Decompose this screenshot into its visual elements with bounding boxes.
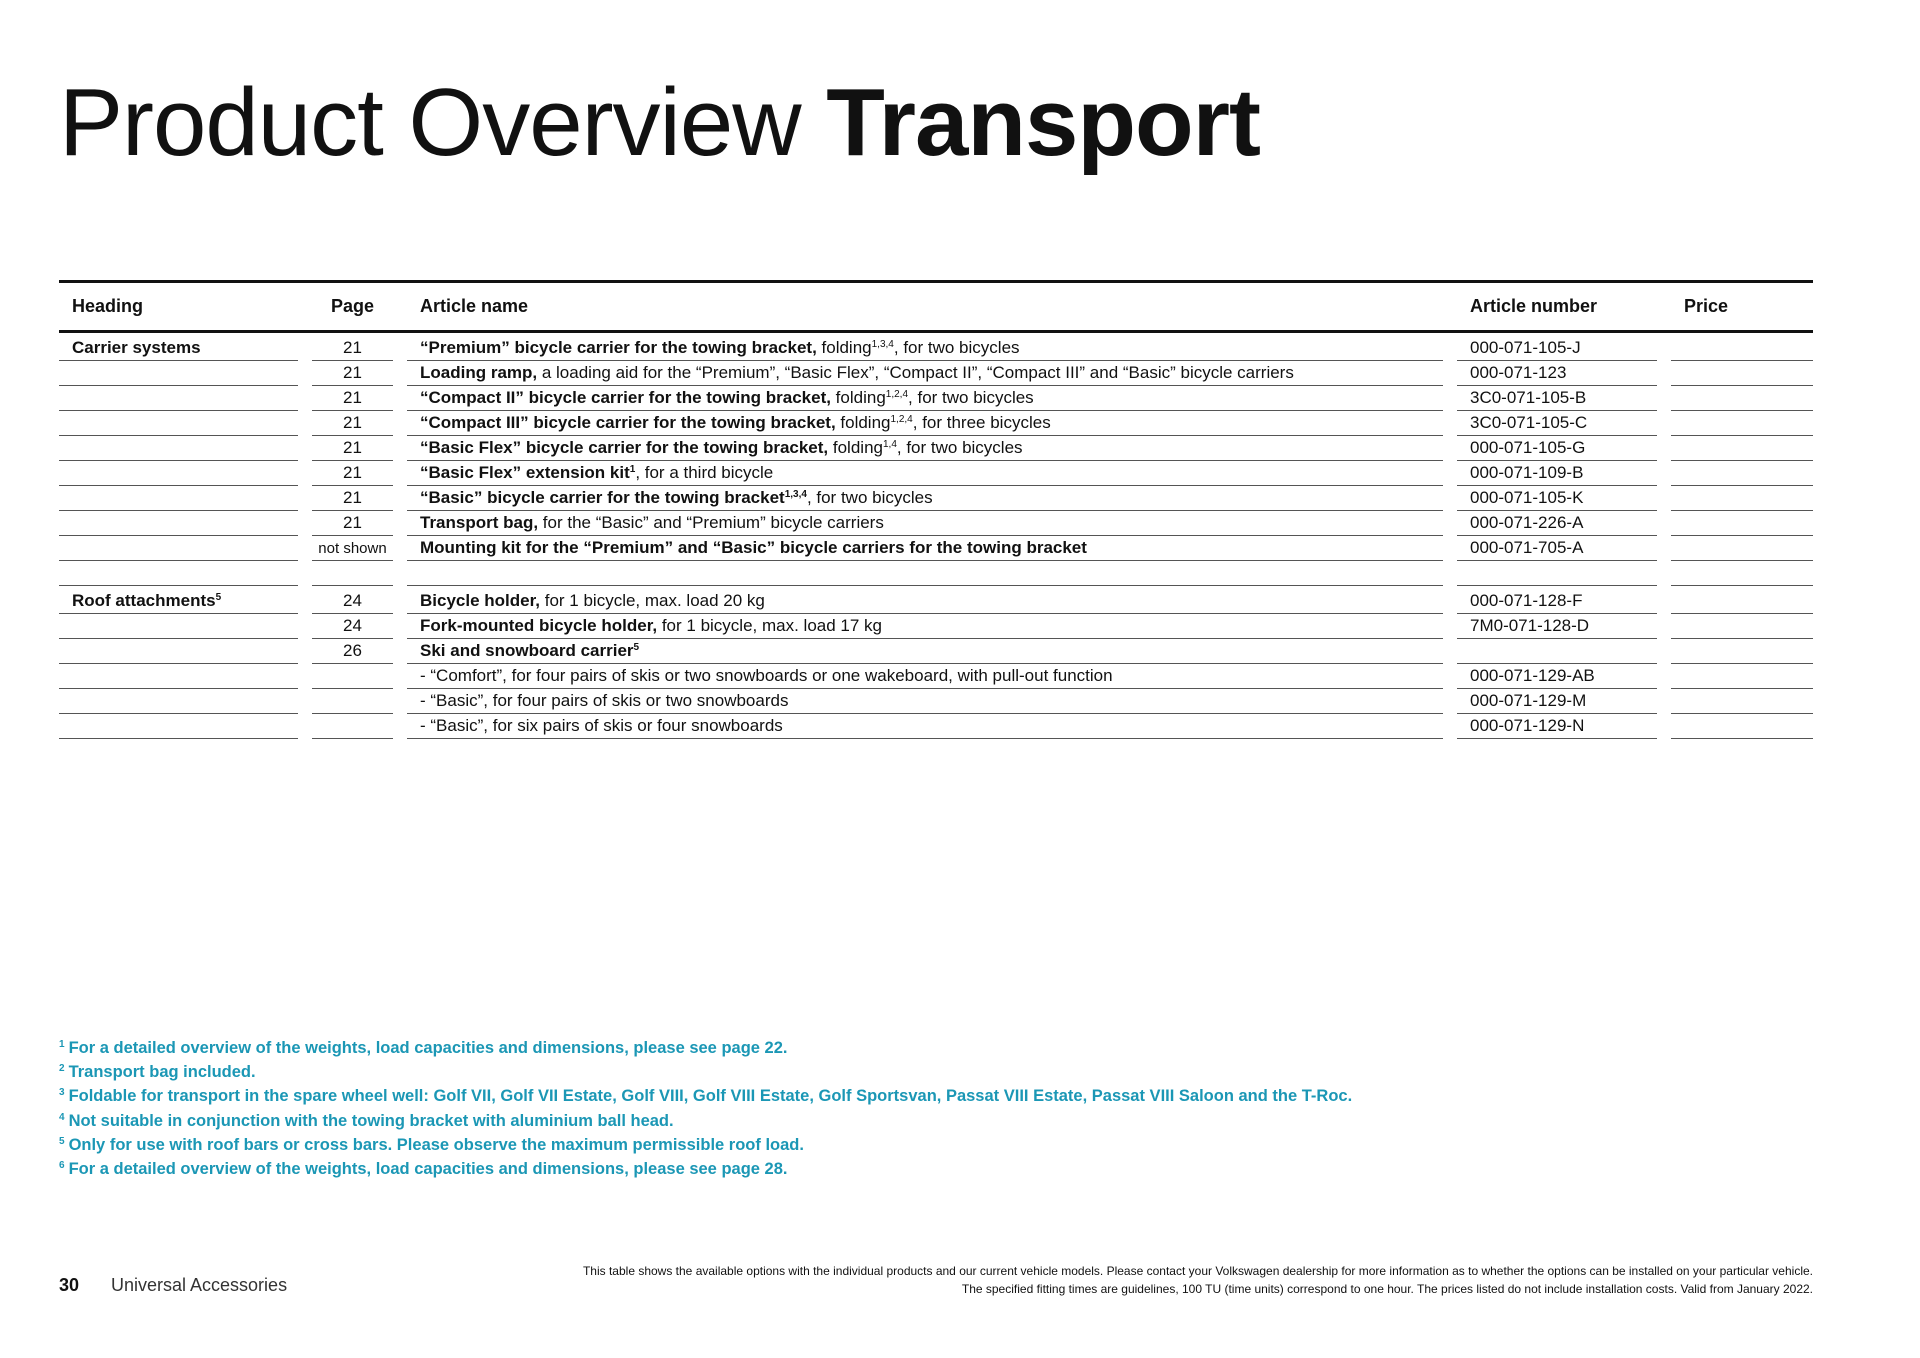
cell-gap (1443, 511, 1457, 536)
cell-heading (59, 536, 298, 561)
cell-gap (1657, 386, 1671, 411)
cell-page: 21 (312, 436, 393, 461)
table-row (59, 586, 1813, 614)
product-table (59, 283, 1813, 739)
col-header-article-number: Article number (1457, 283, 1657, 333)
table-row (59, 436, 1813, 461)
cell-gap (1443, 436, 1457, 461)
header-gap (1657, 283, 1671, 333)
footnote-text: Not suitable in conjunction with the towing bracket with aluminium ball head. (68, 1111, 674, 1130)
cell-price (1671, 461, 1813, 486)
footnote-item (59, 1060, 1352, 1084)
article-name-text: a loading aid for the “Premium”, “Basic Flex”, “Compact II”, “Compact III” and “Basic” bicycle carriers (537, 363, 1294, 382)
article-footnote-ref: 1 (629, 464, 636, 475)
cell-heading (59, 386, 298, 411)
cell-article-name (407, 714, 1443, 739)
footnote-number: 5 (59, 1135, 65, 1147)
cell-price (1671, 689, 1813, 714)
cell-gap (298, 614, 312, 639)
cell-heading (59, 586, 298, 614)
cell-gap (393, 411, 407, 436)
cell-gap (1657, 511, 1671, 536)
cell-gap (298, 714, 312, 739)
article-name-bold: “Basic Flex” bicycle carrier for the towing bracket, (420, 438, 829, 457)
cell-article-number: 000-071-123 (1457, 361, 1657, 386)
cell-price (1671, 536, 1813, 561)
cell-gap (393, 461, 407, 486)
table-row (59, 714, 1813, 739)
cell-heading (59, 333, 298, 361)
cell-gap (298, 461, 312, 486)
cell-article-name (407, 386, 1443, 411)
cell-page: 21 (312, 333, 393, 361)
cell-gap (1443, 386, 1457, 411)
spacer-cell (312, 561, 393, 586)
cell-article-name (407, 511, 1443, 536)
table-row (59, 411, 1813, 436)
cell-gap (298, 386, 312, 411)
spacer-cell (407, 561, 1443, 586)
table-row (59, 461, 1813, 486)
article-name-tail: , for three bicycles (912, 413, 1051, 432)
cell-gap (1657, 664, 1671, 689)
footnotes-list (59, 1036, 1352, 1181)
footnote-item (59, 1109, 1352, 1133)
article-name-text: folding (830, 388, 886, 407)
cell-article-name (407, 486, 1443, 511)
article-footnote-ref: 1,3,4 (871, 339, 894, 350)
cell-gap (393, 639, 407, 664)
cell-article-number: 3C0-071-105-C (1457, 411, 1657, 436)
footnote-text: For a detailed overview of the weights, load capacities and dimensions, please see page 28. (68, 1159, 788, 1178)
cell-price (1671, 411, 1813, 436)
table-row (59, 486, 1813, 511)
cell-gap (1443, 536, 1457, 561)
cell-heading (59, 461, 298, 486)
cell-page: 21 (312, 411, 393, 436)
cell-gap (298, 511, 312, 536)
cell-gap (1657, 436, 1671, 461)
title-light: Product Overview (59, 69, 801, 176)
footnote-number: 4 (59, 1111, 65, 1123)
table-row (59, 664, 1813, 689)
cell-heading (59, 486, 298, 511)
page-number: 30 (59, 1275, 80, 1295)
cell-gap (1657, 614, 1671, 639)
cell-article-name (407, 461, 1443, 486)
cell-gap (393, 614, 407, 639)
footnote-number: 3 (59, 1087, 65, 1099)
cell-article-name (407, 333, 1443, 361)
heading-text: Carrier systems (72, 338, 201, 357)
cell-gap (298, 411, 312, 436)
cell-page: 21 (312, 511, 393, 536)
cell-article-number: 000-071-226-A (1457, 511, 1657, 536)
cell-heading (59, 689, 298, 714)
footnote-number: 2 (59, 1063, 65, 1075)
cell-gap (393, 714, 407, 739)
cell-gap (1657, 361, 1671, 386)
article-name-text: folding (835, 413, 891, 432)
cell-gap (1657, 714, 1671, 739)
article-name-bold: “Basic Flex” extension kit (420, 463, 630, 482)
cell-article-number: 7M0-071-128-D (1457, 614, 1657, 639)
article-name-tail: , for two bicycles (806, 488, 933, 507)
cell-heading (59, 614, 298, 639)
cell-article-name (407, 639, 1443, 664)
cell-price (1671, 714, 1813, 739)
article-name-text: folding (828, 438, 883, 457)
footnote-text: Only for use with roof bars or cross bars. Please observe the maximum permissible roof load. (68, 1135, 804, 1154)
article-footnote-ref: 5 (633, 642, 640, 653)
cell-gap (393, 536, 407, 561)
cell-gap (1443, 689, 1457, 714)
cell-page: 24 (312, 614, 393, 639)
cell-gap (298, 536, 312, 561)
col-header-heading: Heading (59, 283, 298, 333)
cell-page: 21 (312, 461, 393, 486)
cell-price (1671, 361, 1813, 386)
cell-page: 24 (312, 586, 393, 614)
cell-article-name (407, 664, 1443, 689)
table-row (59, 386, 1813, 411)
cell-gap (393, 511, 407, 536)
cell-gap (1657, 411, 1671, 436)
spacer-cell (59, 561, 298, 586)
footnote-item (59, 1084, 1352, 1108)
cell-article-number (1457, 639, 1657, 664)
disclaimer (583, 1262, 1813, 1298)
cell-gap (1443, 361, 1457, 386)
cell-gap (1443, 714, 1457, 739)
cell-gap (1657, 333, 1671, 361)
cell-price (1671, 486, 1813, 511)
table-header-row (59, 283, 1813, 333)
cell-gap (393, 436, 407, 461)
product-table-container (59, 280, 1813, 739)
cell-page: not shown (312, 536, 393, 561)
cell-gap (1443, 461, 1457, 486)
table-row (59, 361, 1813, 386)
cell-gap (1657, 639, 1671, 664)
header-gap (298, 283, 312, 333)
spacer-cell (1457, 561, 1657, 586)
footnote-item (59, 1036, 1352, 1060)
table-row (59, 614, 1813, 639)
cell-page: 21 (312, 486, 393, 511)
article-footnote-ref: 1,2,4 (885, 389, 909, 400)
cell-gap (1443, 486, 1457, 511)
cell-gap (393, 333, 407, 361)
table-row (59, 511, 1813, 536)
article-name-bold: Fork-mounted bicycle holder, (420, 616, 658, 635)
cell-gap (1443, 561, 1457, 586)
footnote-item (59, 1157, 1352, 1181)
cell-price (1671, 614, 1813, 639)
cell-article-name (407, 689, 1443, 714)
cell-article-name (407, 614, 1443, 639)
cell-gap (1443, 411, 1457, 436)
cell-gap (1443, 664, 1457, 689)
article-name-text: - “Basic”, for six pairs of skis or four snowboards (420, 716, 783, 735)
cell-gap (393, 561, 407, 586)
footnote-number: 1 (59, 1039, 65, 1050)
article-name-tail: , for two bicycles (908, 388, 1034, 407)
footnote-item (59, 1133, 1352, 1157)
article-name-bold: Ski and snowboard carrier (420, 641, 634, 660)
cell-heading (59, 511, 298, 536)
cell-gap (1657, 486, 1671, 511)
article-footnote-ref: 1,4 (882, 439, 897, 450)
cell-gap (1657, 461, 1671, 486)
article-name-bold: “Compact III” bicycle carrier for the towing bracket, (420, 413, 836, 432)
cell-article-number: 000-071-105-J (1457, 333, 1657, 361)
cell-heading (59, 436, 298, 461)
footnote-text: Transport bag included. (68, 1063, 256, 1082)
cell-gap (1657, 561, 1671, 586)
cell-price (1671, 664, 1813, 689)
disclaimer-line-1: This table shows the available options with the individual products and our current vehicle models. Please contact your Volkswagen dealership for more information as to whether the options can be installed on your particular vehicle. (582, 1264, 1813, 1278)
article-name-text: - “Basic”, for four pairs of skis or two snowboards (420, 691, 789, 710)
cell-gap (1443, 614, 1457, 639)
cell-page (312, 689, 393, 714)
cell-heading (59, 411, 298, 436)
cell-article-number: 000-071-705-A (1457, 536, 1657, 561)
table-row (59, 333, 1813, 361)
cell-gap (1657, 536, 1671, 561)
article-name-text: for 1 bicycle, max. load 17 kg (657, 616, 882, 635)
cell-gap (393, 486, 407, 511)
cell-article-number: 3C0-071-105-B (1457, 386, 1657, 411)
article-name-bold: Mounting kit for the “Premium” and “Basic” bicycle carriers for the towing bracket (420, 538, 1087, 557)
article-name-bold: “Compact II” bicycle carrier for the towing bracket, (420, 388, 831, 407)
cell-gap (298, 361, 312, 386)
heading-text: Roof attachments (72, 591, 216, 610)
col-header-article-name: Article name (407, 283, 1443, 333)
cell-article-name (407, 436, 1443, 461)
cell-price (1671, 511, 1813, 536)
cell-article-name (407, 361, 1443, 386)
cell-page (312, 664, 393, 689)
cell-price (1671, 333, 1813, 361)
cell-gap (298, 561, 312, 586)
cell-page: 21 (312, 386, 393, 411)
table-row (59, 536, 1813, 561)
article-name-bold: Bicycle holder, (420, 591, 540, 610)
cell-price (1671, 639, 1813, 664)
article-name-text: - “Comfort”, for four pairs of skis or two snowboards or one wakeboard, with pull-out function (420, 666, 1113, 685)
cell-gap (298, 639, 312, 664)
article-name-text: for 1 bicycle, max. load 20 kg (540, 591, 765, 610)
cell-gap (1443, 586, 1457, 614)
cell-price (1671, 436, 1813, 461)
col-header-page: Page (312, 283, 393, 333)
article-footnote-ref: 1,2,4 (890, 414, 913, 425)
cell-page (312, 714, 393, 739)
article-name-bold: Transport bag, (420, 513, 539, 532)
table-row (59, 639, 1813, 664)
cell-article-number: 000-071-129-N (1457, 714, 1657, 739)
cell-gap (298, 333, 312, 361)
cell-gap (298, 436, 312, 461)
article-name-bold: Loading ramp, (420, 363, 538, 382)
cell-price (1671, 586, 1813, 614)
article-name-bold: “Basic” bicycle carrier for the towing bracket (420, 488, 785, 507)
page-title (59, 68, 1260, 178)
header-gap (1443, 283, 1457, 333)
article-footnote-ref: 1,3,4 (784, 489, 807, 500)
section-name: Universal Accessories (111, 1275, 288, 1295)
cell-gap (393, 361, 407, 386)
cell-gap (298, 689, 312, 714)
cell-page: 21 (312, 361, 393, 386)
article-name-tail: , for a third bicycle (635, 463, 774, 482)
header-gap (393, 283, 407, 333)
footnote-text: Foldable for transport in the spare wheel well: Golf VII, Golf VII Estate, Golf VIII, Golf VIII Estate, Golf Sportsvan, Passat VIII Estate, Passat VIII Saloon and the T-Roc. (68, 1087, 1353, 1106)
cell-price (1671, 386, 1813, 411)
cell-article-number: 000-071-109-B (1457, 461, 1657, 486)
cell-article-number: 000-071-129-M (1457, 689, 1657, 714)
cell-gap (298, 664, 312, 689)
cell-heading (59, 664, 298, 689)
heading-footnote-ref: 5 (215, 592, 222, 603)
article-name-bold: “Premium” bicycle carrier for the towing bracket, (420, 338, 817, 357)
cell-heading (59, 639, 298, 664)
cell-gap (393, 664, 407, 689)
cell-heading (59, 714, 298, 739)
col-header-price: Price (1671, 283, 1813, 333)
cell-gap (1657, 586, 1671, 614)
cell-gap (393, 586, 407, 614)
cell-article-number: 000-071-129-AB (1457, 664, 1657, 689)
cell-article-number: 000-071-128-F (1457, 586, 1657, 614)
cell-article-name (407, 586, 1443, 614)
cell-gap (393, 689, 407, 714)
cell-gap (1443, 639, 1457, 664)
title-bold: Transport (826, 69, 1260, 176)
footnote-text: For a detailed overview of the weights, load capacities and dimensions, please see page 22. (68, 1039, 788, 1057)
article-name-text: for the “Basic” and “Premium” bicycle carriers (538, 513, 884, 532)
cell-gap (393, 386, 407, 411)
cell-article-name (407, 411, 1443, 436)
cell-article-number: 000-071-105-G (1457, 436, 1657, 461)
article-name-text: folding (816, 338, 872, 357)
disclaimer-line-2: The specified fitting times are guidelines, 100 TU (time units) correspond to one hour. The prices listed do not include installation costs. Valid from January 2022. (961, 1282, 1813, 1296)
spacer-cell (1671, 561, 1813, 586)
cell-page: 26 (312, 639, 393, 664)
cell-article-number: 000-071-105-K (1457, 486, 1657, 511)
table-spacer-row (59, 561, 1813, 586)
cell-gap (1657, 689, 1671, 714)
cell-article-name (407, 536, 1443, 561)
footnote-number: 6 (59, 1159, 65, 1171)
cell-gap (298, 486, 312, 511)
article-name-tail: , for two bicycles (896, 438, 1023, 457)
cell-heading (59, 361, 298, 386)
table-body (59, 333, 1813, 739)
table-row (59, 689, 1813, 714)
cell-gap (1443, 333, 1457, 361)
cell-gap (298, 586, 312, 614)
article-name-tail: , for two bicycles (893, 338, 1020, 357)
